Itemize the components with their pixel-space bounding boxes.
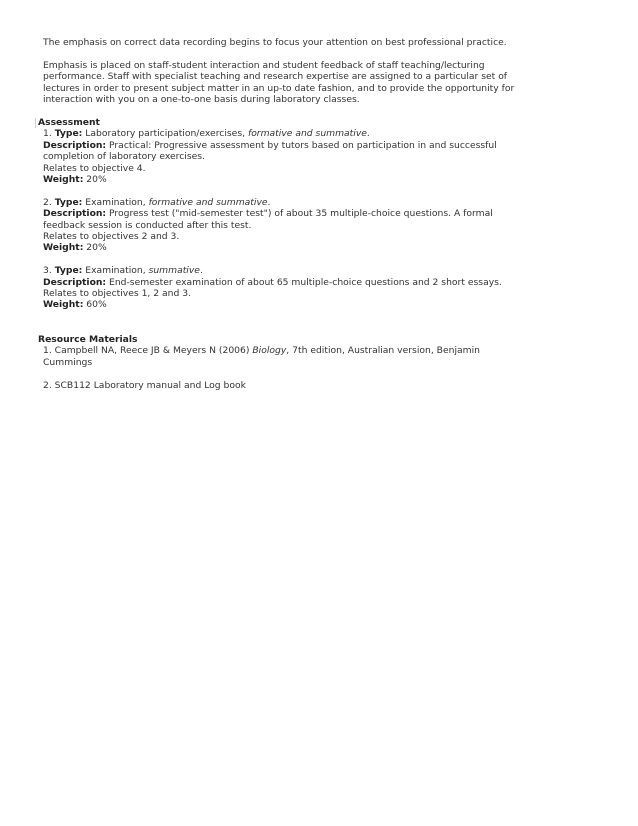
intro-paragraph-1-text: The emphasis on correct data recording begins to focus your attention on best professional practice. (43, 37, 507, 48)
weight-label: Weight: (43, 299, 84, 311)
weight-value: 20% (86, 242, 107, 254)
resource-materials-heading: Resource Materials (38, 334, 138, 345)
weight-value: 60% (86, 299, 107, 311)
type-text: Examination, (85, 265, 146, 277)
description-label: Description: (43, 208, 107, 220)
type-italic: summative (148, 265, 200, 277)
type-end: . (199, 265, 203, 277)
relates-to-objectives: Relates to objectives 2 and 3. (43, 231, 180, 243)
item-number: 1. (43, 128, 52, 140)
resource-item-1 (43, 345, 513, 368)
type-end: . (366, 128, 370, 140)
assessment-description-line (43, 140, 513, 151)
weight-value: 20% (86, 174, 107, 186)
description-continuation: completion of laboratory exercises. (43, 151, 205, 163)
intro-paragraph-2-line: lectures in order to present subject matter in an up-to date fashion, and to provide the opportunity for (43, 82, 515, 94)
assessment-type-line (43, 265, 513, 276)
type-italic: formative and summative (247, 128, 367, 140)
assessment-weight-line (43, 299, 513, 310)
type-label: Type: (54, 196, 83, 208)
intro-paragraph-2-line: Emphasis is placed on staff-student interaction and student feedback of staff teaching/lecturing (43, 60, 485, 71)
type-label: Type: (54, 265, 83, 277)
description-label: Description: (43, 139, 107, 151)
assessment-section (0, 117, 620, 311)
assessment-item-3 (43, 265, 513, 311)
assessment-item-1 (43, 128, 513, 185)
assessment-item-2 (43, 197, 513, 254)
assessment-heading: Assessment (38, 117, 100, 128)
type-text: Examination, (85, 196, 146, 208)
relates-to-objectives: Relates to objectives 1, 2 and 3. (43, 288, 191, 300)
type-end: . (267, 196, 271, 208)
assessment-weight-line (43, 242, 513, 253)
description-text: Practical: Progressive assessment by tutors based on participation in and successful (109, 139, 497, 151)
intro-paragraph-2-line: performance. Staff with specialist teaching and research expertise are assigned to a particular set of (43, 71, 508, 83)
resource-item-1-title: Biology (252, 345, 287, 357)
resource-item-1-text: 1. Campbell NA, Reece JB & Meyers N (2006) (43, 345, 250, 357)
resource-item-2-text: 2. SCB112 Laboratory manual and Log book (43, 379, 246, 391)
description-continuation: feedback session is conducted after this test. (43, 219, 252, 231)
intro-paragraph-1 (43, 37, 563, 48)
description-text: End-semester examination of about 65 multiple-choice questions and 2 short essays. (109, 276, 502, 288)
weight-label: Weight: (43, 174, 84, 186)
resource-item-1-continuation: Cummings (43, 356, 93, 368)
weight-label: Weight: (43, 242, 84, 254)
type-label: Type: (54, 128, 83, 140)
item-number: 3. (43, 265, 52, 277)
intro-paragraph-2 (43, 60, 543, 106)
resource-item-2 (43, 380, 513, 391)
assessment-type-line (43, 197, 513, 208)
description-label: Description: (43, 276, 107, 288)
assessment-description-line (43, 277, 513, 288)
item-number: 2. (43, 196, 52, 208)
type-italic: formative and summative (148, 196, 268, 208)
description-text: Progress test ("mid-semester test") of about 35 multiple-choice questions. A formal (109, 208, 493, 220)
type-text: Laboratory participation/exercises, (85, 128, 246, 140)
resource-item-1-rest: , 7th edition, Australian version, Benjamin (286, 345, 480, 357)
relates-to-objectives: Relates to objective 4. (43, 162, 146, 174)
assessment-description-line (43, 208, 513, 219)
assessment-type-line (43, 128, 513, 139)
resource-materials-section (0, 334, 620, 391)
intro-paragraph-2-line: interaction with you on a one-to-one basis during laboratory classes. (43, 94, 360, 106)
assessment-weight-line (43, 174, 513, 185)
